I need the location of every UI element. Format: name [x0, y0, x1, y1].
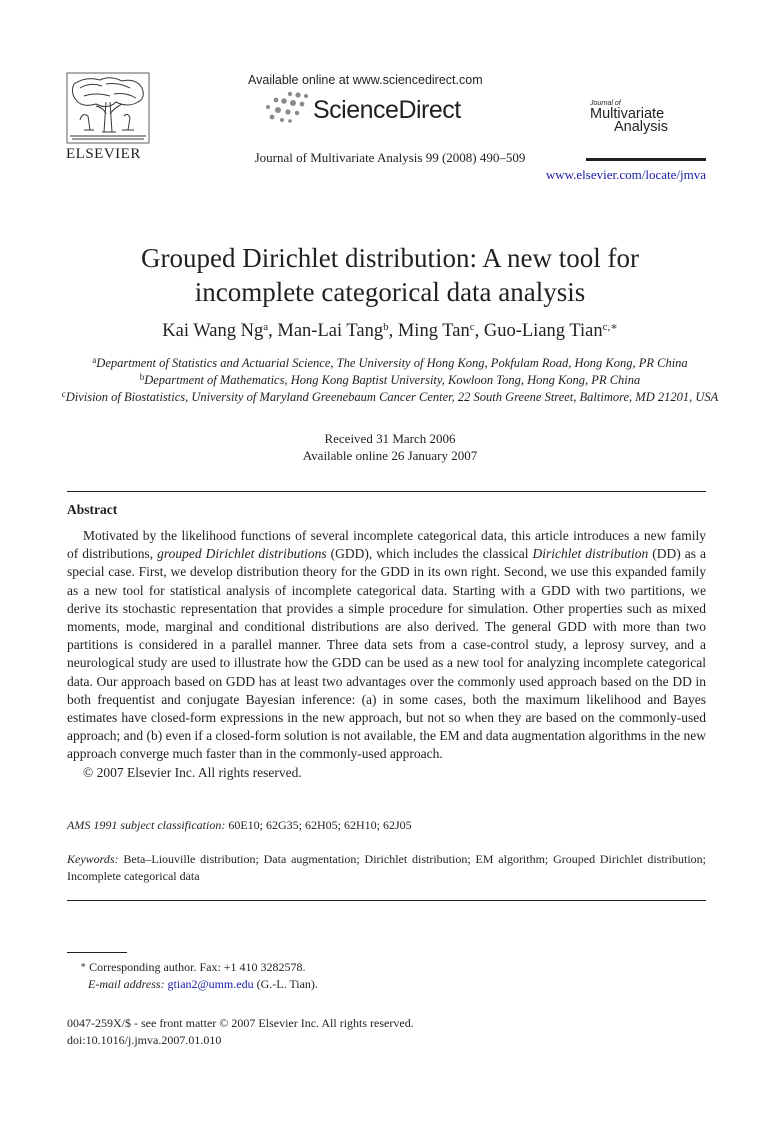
author-name: Ming Tan — [397, 321, 470, 341]
sciencedirect-wordmark[interactable]: ScienceDirect — [313, 96, 461, 124]
abstract-text: (DD) as a special case. First, we develop distribution theory for the GDD in its own right. Second, we use this expanded family as a new tool for statistical analysis of incomplete categorical data. Starting with a GDD with two partitions, we derive its stochastic representation that provides a simple procedure for simulation. Other properties such as mixed moments, mode, marginal and conditional distributions are also derived. The general GDD with more than two partitions is considered in a parallel manner. Three data sets from a case-control study, a leprosy survey, and a neurological study are used to illustrate how the GDD can be used as a new tool for analyzing incomplete categorical data. Our approach based on GDD has at least two advantages over the commonly used approach based on the DD in both frequentist and conjugate Bayesian inference: (a) in some cases, both the maximum likelihood and Bayes estimates have closed-form expressions in the new approach, but not so when they are based on the commonly-used approach; and (b) even if a closed-form solution is not available, the EM and data augmentation algorithms in the new approach converge much faster than in the commonly-used approach. — [67, 546, 706, 762]
footnote-corresponding-author — [80, 960, 306, 975]
author-name: Kai Wang Ng — [162, 321, 264, 341]
journal-logo-line1: Multivariate — [590, 106, 665, 122]
journal-logo — [586, 100, 706, 134]
affiliation-b — [40, 372, 740, 389]
sciencedirect-logo-icon — [262, 90, 312, 126]
doi-line[interactable]: doi:10.1016/j.jmva.2007.01.010 — [67, 1033, 222, 1047]
keywords-label: Keywords: — [67, 852, 119, 866]
keywords-value: Beta–Liouville distribution; Data augmentation; Dirichlet distribution; EM algorithm; Grouped Dirichlet distribution; Incomplete categorical data — [67, 852, 706, 883]
email-label: E-mail address: — [88, 977, 165, 991]
footnote-rule — [67, 952, 127, 953]
abstract-text: Motivated by the likelihood functions of several incomplete categorical data, this article introduces a new family of distributions, — [67, 528, 706, 562]
footnote-text: Corresponding author. Fax: +1 410 3282578. — [89, 960, 306, 974]
abstract-heading: Abstract — [67, 502, 118, 517]
ams-label: AMS 1991 subject classification: — [67, 818, 226, 832]
email-suffix: (G.-L. Tian). — [253, 977, 318, 991]
affiliation-mark: c — [61, 389, 66, 399]
abstract-paragraph — [67, 527, 706, 764]
paper-title — [60, 241, 720, 309]
available-online-text[interactable]: Available online at www.sciencedirect.com — [248, 73, 483, 87]
abstract-italic-term: grouped Dirichlet distributions — [157, 546, 327, 562]
author-separator: , — [388, 321, 398, 341]
author-affiliation-mark: c — [469, 321, 475, 333]
journal-reference: Journal of Multivariate Analysis 99 (2008) 490–509 — [254, 150, 526, 165]
author-affiliation-mark: b — [383, 321, 389, 333]
email-link[interactable]: gtian2@umm.edu — [167, 977, 254, 991]
journal-logo-rule — [586, 158, 706, 161]
keywords — [67, 851, 706, 885]
affiliation-mark: a — [92, 355, 97, 365]
title-line-1: Grouped Dirichlet distribution: A new tool for — [141, 243, 639, 273]
corresponding-author-mark[interactable]: c,∗ — [602, 321, 618, 333]
author-affiliation-mark: a — [263, 321, 269, 333]
journal-logo-line2: Analysis — [614, 119, 668, 135]
received-date: Received 31 March 2006 — [324, 431, 456, 446]
abstract-text: (GDD), which includes the classical — [326, 546, 533, 562]
affiliation-text: Division of Biostatistics, University of Maryland Greenebaum Cancer Center, 22 South Greene Street, Baltimore, MD 21201, USA — [65, 390, 719, 404]
ams-classification — [67, 818, 412, 833]
footnote-email — [88, 977, 318, 992]
affiliation-mark: b — [139, 372, 145, 382]
author-separator: , — [474, 321, 484, 341]
abstract-body — [67, 527, 706, 782]
abstract-copyright: © 2007 Elsevier Inc. All rights reserved. — [83, 764, 302, 780]
article-dates — [0, 430, 780, 464]
author-name: Guo-Liang Tian — [483, 321, 603, 341]
affiliation-a — [40, 355, 740, 372]
affiliation-text: Department of Mathematics, Hong Kong Baptist University, Kowloon Tong, Hong Kong, PR China — [144, 373, 641, 387]
issn-line: 0047-259X/$ - see front matter © 2007 Elsevier Inc. All rights reserved. — [67, 1016, 414, 1030]
footnote-star: ∗ — [80, 960, 87, 970]
journal-logo-small-text: Journal of — [590, 100, 621, 107]
author-list — [40, 321, 740, 342]
author-name: Man-Lai Tang — [277, 321, 384, 341]
publisher-name: ELSEVIER — [66, 146, 141, 162]
divider-bottom — [67, 900, 706, 901]
affiliation-c — [60, 389, 720, 406]
journal-url-link[interactable]: www.elsevier.com/locate/jmva — [545, 167, 706, 182]
ams-value: 60E10; 62G35; 62H05; 62H10; 62J05 — [225, 818, 412, 832]
online-date: Available online 26 January 2007 — [302, 448, 478, 463]
title-line-2: incomplete categorical data analysis — [194, 277, 586, 307]
author-separator: , — [268, 321, 278, 341]
abstract-italic-term: Dirichlet distribution — [532, 546, 649, 562]
affiliation-text: Department of Statistics and Actuarial Science, The University of Hong Kong, Pokfulam Road, Hong Kong, PR China — [96, 356, 688, 370]
divider-top — [67, 491, 706, 492]
